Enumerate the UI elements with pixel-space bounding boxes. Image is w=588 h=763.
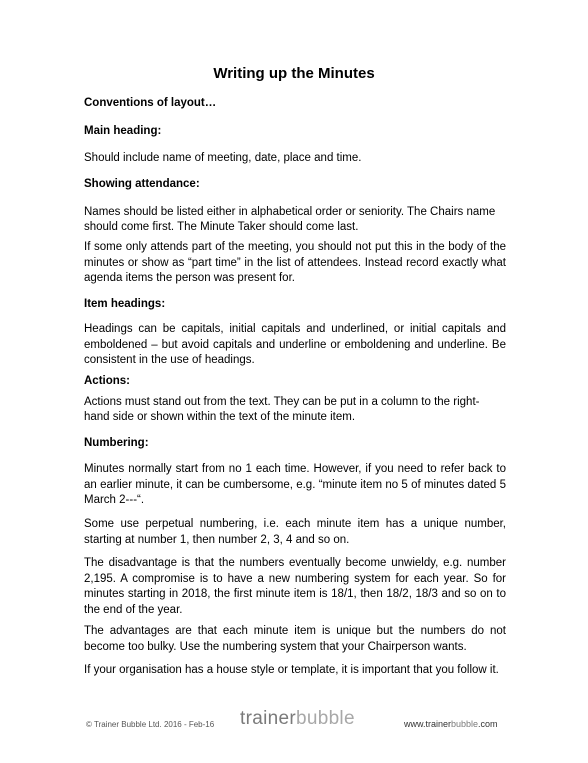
trainer-bubble-logo	[240, 707, 355, 731]
attendance-text-line2: should come first. The Minute Taker should come last.	[84, 221, 359, 233]
page-title: Writing up the Minutes	[213, 65, 375, 82]
numbering-text-1: Minutes normally start from no 1 each time. However, if you need to refer back to an earlier minute, it can be cumbersome, e.g. “minute item no 5 of minutes dated 5 March 2---“.	[84, 463, 506, 506]
numbering-text-3: The disadvantage is that the numbers eventually become unwieldy, e.g. number 2,195. A compromise is to have a new numbering system for each year. So for minutes starting in 2018, the first minute item is 18/1, then 18/2, 18/3 and so on to the end of the year.	[84, 557, 506, 616]
website-part-2: bubble	[451, 719, 479, 729]
website-part-3: .com	[478, 719, 498, 729]
logo-word-bubble: bubble	[295, 708, 355, 729]
main-heading-label: Main heading:	[84, 125, 162, 137]
actions-text-line2: hand side or shown within the text of the minute item.	[84, 411, 356, 423]
footer-website[interactable]	[404, 719, 498, 729]
item-headings-text: Headings can be capitals, initial capitals and underlined, or initial capitals and emboldened – but avoid capitals and underline or emboldening and underline. Be consistent in the use of headings.	[84, 323, 506, 366]
numbering-text-4: The advantages are that each minute item is unique but the numbers do not become too bulky. Use the numbering system that your Chairperson wants.	[84, 625, 506, 653]
attendance-text-partial: If some only attends part of the meeting, you should not put this in the body of the minutes or show as “part time” in the list of attendees. Instead record exactly what agenda items the person was present for.	[84, 241, 506, 284]
item-headings-heading: Item headings:	[84, 298, 166, 310]
actions-text-line1: Actions must stand out from the text. They can be put in a column to the right-	[84, 396, 480, 408]
footer-copyright: © Trainer Bubble Ltd. 2016 - Feb-16	[86, 720, 215, 729]
numbering-heading: Numbering:	[84, 437, 149, 449]
attendance-heading: Showing attendance:	[84, 178, 200, 190]
actions-heading: Actions:	[84, 375, 130, 387]
numbering-text-2: Some use perpetual numbering, i.e. each minute item has a unique number, starting at number 1, then number 2, 3, 4 and so on.	[84, 518, 506, 546]
website-part-1: www.trainer	[404, 719, 452, 729]
numbering-text-5: If your organisation has a house style or template, it is important that you follow it.	[84, 664, 499, 676]
main-heading-text: Should include name of meeting, date, place and time.	[84, 152, 362, 164]
conventions-heading: Conventions of layout…	[84, 97, 217, 109]
logo-word-trainer: trainer	[240, 708, 296, 729]
attendance-text-line1: Names should be listed either in alphabetical order or seniority. The Chairs name	[84, 206, 496, 218]
